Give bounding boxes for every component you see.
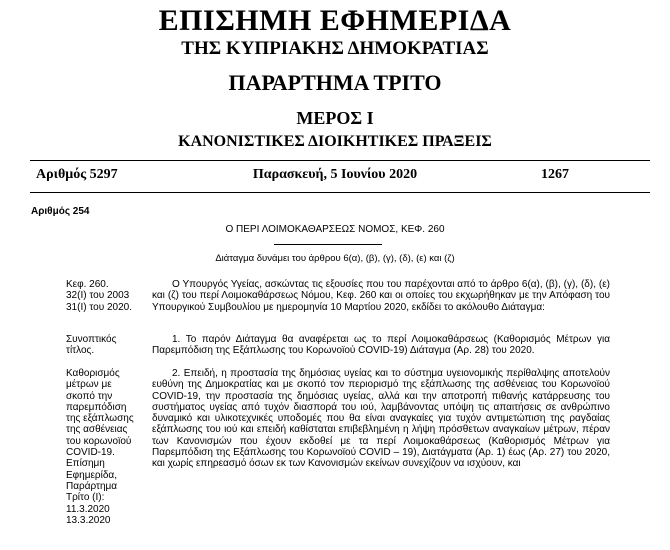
preamble-paragraph: Ο Υπουργός Υγείας, ασκώντας τις εξουσίες που του παρέχονται από το άρθρο 6(α), (β), (γ), (δ), (ε) και (ζ) του περί Λοιμοκαθάρσεως Νόμου, Κεφ. 260 και οι οποίες του εκχωρήθηκαν με την Απόφαση του Υπουργικού Συμβουλίου με ημερομηνία 10 Μαρτίου 2020, εκδίδει το ακόλουθο Διάταγμα: (152, 279, 610, 313)
margin-note-short-title (66, 334, 138, 357)
top-divider (30, 160, 650, 161)
margin-note-line: της εξάπλωσης (66, 413, 134, 425)
gazette-subtitle: ΤΗΣ ΚΥΠΡΙΑΚΗΣ ΔΗΜΟΚΡΑΤΙΑΣ (181, 38, 489, 59)
margin-note-line: τίτλος. (66, 345, 95, 357)
margin-note-line: Κεφ. 260. (66, 279, 109, 290)
part-title: ΜΕΡΟΣ Ι (296, 108, 374, 128)
margin-note-line: 11.3.2020 (66, 503, 110, 515)
margin-note-line: Παράρτημα (66, 480, 118, 492)
annex-title: ΠΑΡΑΡΤΗΜΑ ΤΡΙΤΟ (228, 70, 442, 95)
section-title: ΚΑΝΟΝΙΣΤΙΚΕΣ ΔΙΟΙΚΗΤΙΚΕΣ ΠΡΑΞΕΙΣ (178, 133, 492, 150)
paragraph-2: 2. Επειδή, η προστασία της δημόσιας υγείας και το σύστημα υγειονομικής περίθαλψης αποτελούν ευθύνη της Δημοκρατίας και με σκοπό τον περιορισμό της εξάπλωσης της ασθένειας του Κορωνοϊού COVID-19, την προστασία της δημόσιας υγείας, αλλά και την αποτροπή πιθανής κατάρρευσης του συστήματος υγείας από τυχόν διασπορά του ιού, λαμβάνοντας υπόψη τις απαιτήσεις σε ανθρώπινο δυναμικό και υλικοτεχνικές υποδομές που θα είναι αναγκαίες για τυχόν αντιμετώπιση της ραγδαίας εξάπλωσης του ιού και επειδή καθίσταται επιβεβλημένη η λήψη πρόσθετων αναγκαίων μέτρων, πέραν των Κανονισμών που έχουν εκδοθεί με τα περί Λοιμοκαθάρσεως (Καθορισμός Μέτρων για Παρεμπόδιση της Εξάπλωσης του Κορωνοϊού COVID – 19), Διατάγματα (Αρ. 1) έως (Αρ. 27) του 2020, και χωρίς επηρεασμό όσων εκ των Κανονισμών εκείνων συνεχίζουν να ισχύουν, και (152, 368, 610, 470)
page-number: 1267 (541, 167, 569, 182)
short-divider (274, 244, 382, 245)
issue-number: Αριθμός 5297 (36, 167, 118, 182)
margin-note-line: COVID-19. (66, 447, 115, 459)
margin-note-line: Επίσημη (66, 458, 105, 470)
issue-date: Παρασκευή, 5 Ιουνίου 2020 (252, 167, 418, 182)
margin-note-line: του κορωνοϊού (66, 435, 132, 447)
margin-note-line: Εφημερίδα, (66, 469, 117, 481)
margin-note-line: 13.3.2020 (66, 514, 111, 526)
margin-note-line: Συνοπτικός (66, 334, 117, 345)
margin-note-reference (66, 279, 138, 313)
margin-note-line: παρεμπόδιση (66, 401, 127, 413)
margin-note-line: 31(Ι) του 2020. (66, 301, 132, 313)
margin-note-line: μέτρων με (66, 379, 112, 391)
document-number: Αριθμός 254 (31, 206, 90, 217)
margin-note-line: Τρίτο (Ι): (66, 492, 105, 504)
paragraph-1: 1. Το παρόν Διάταγμα θα αναφέρεται ως το περί Λοιμοκαθάρσεως (Καθορισμός Μέτρων για Παρεμπόδιση της Εξάπλωσης του Κορωνοϊού COVID-19) Διάταγμα (Αρ. 28) του 2020. (152, 334, 610, 357)
bottom-divider (30, 192, 650, 193)
margin-note-line: σκοπό την (66, 390, 113, 402)
margin-note-line: 32(Ι) του 2003 (66, 290, 130, 302)
margin-note-line: Καθορισμός (66, 368, 120, 379)
gazette-title: ΕΠΙΣΗΜΗ ΕΦΗΜΕΡΙΔΑ (158, 4, 512, 37)
margin-note-purpose (66, 368, 138, 526)
decree-powers: Διάταγμα δυνάμει του άρθρου 6(α), (β), (γ), (δ), (ε) και (ζ) (215, 253, 455, 264)
law-title: Ο ΠΕΡΙ ΛΟΙΜΟΚΑΘΑΡΣΕΩΣ ΝΟΜΟΣ, ΚΕΦ. 260 (225, 224, 445, 235)
margin-note-line: της ασθένειας (66, 424, 128, 436)
